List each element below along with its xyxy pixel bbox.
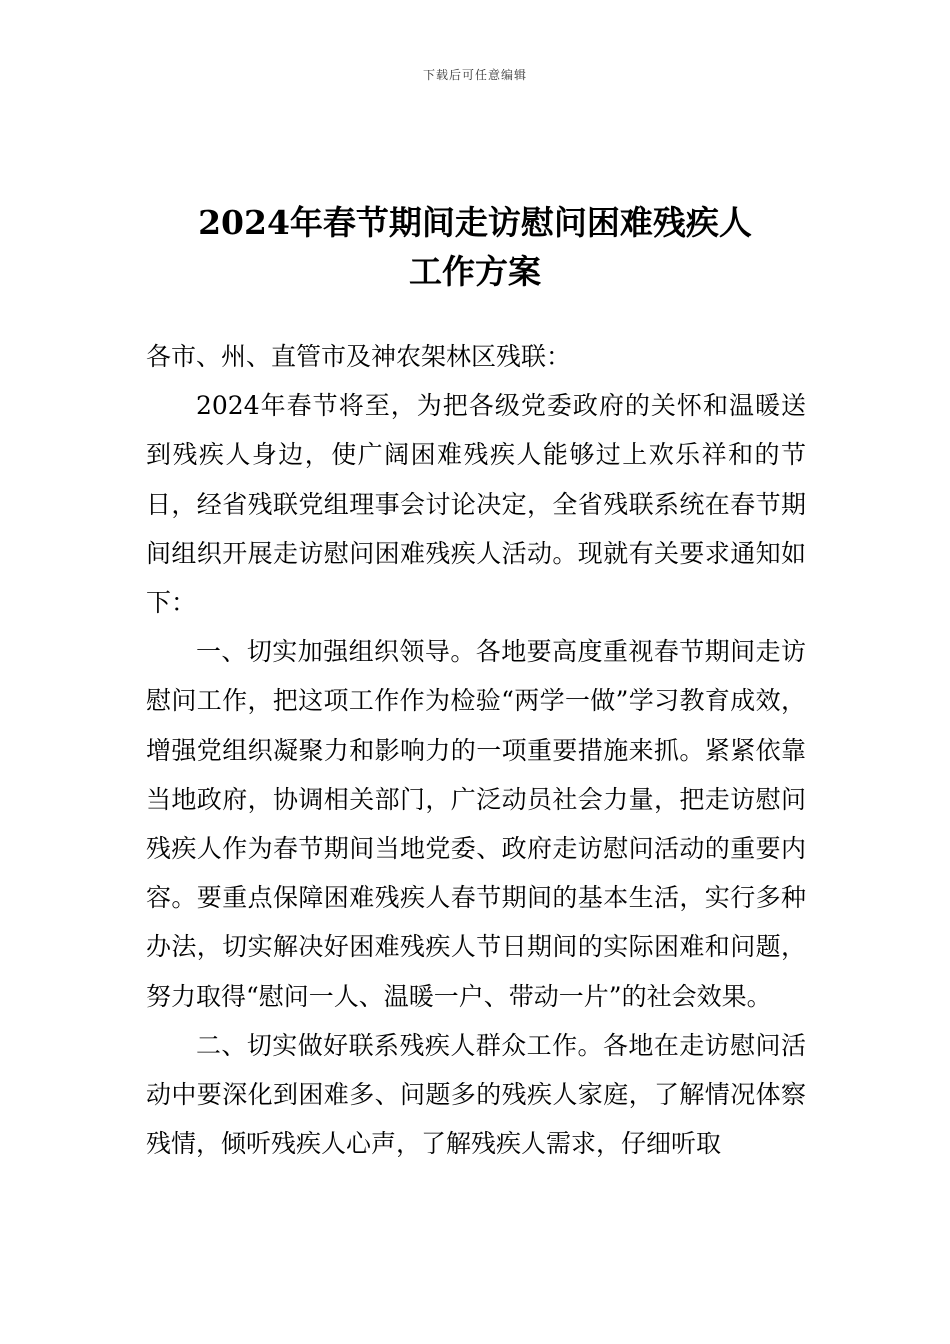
salutation: 各市、州、直管市及神农架林区残联： xyxy=(146,342,572,371)
header-note: 下载后可任意编辑 xyxy=(422,68,527,82)
paragraph-section-2: 二、切实做好联系残疾人群众工作。各地在走访慰问活动中要深化到困难多、问题多的残疾人家庭，了解情况体察残情，倾听残疾人心声，了解残疾人需求，仔细听取 xyxy=(146,1030,806,1159)
paragraph-intro: 2024年春节将至，为把各级党委政府的关怀和温暖送到残疾人身边，使广阔困难残疾人能够过上欢乐祥和的节日，经省残联党组理事会讨论决定，全省残联系统在春节期间组织开展走访慰问困难残疾人活动。现就有关要求通知如下： xyxy=(146,391,806,618)
title-line-2: 工作方案 xyxy=(409,252,541,292)
document-title xyxy=(0,198,950,296)
document-body xyxy=(146,332,806,1168)
title-line-1: 2024年春节期间走访慰问困难残疾人 xyxy=(198,203,752,243)
paragraph-section-1: 一、切实加强组织领导。各地要高度重视春节期间走访慰问工作，把这项工作作为检验“两学一做”学习教育成效，增强党组织凝聚力和影响力的一项重要措施来抓。紧紧依靠当地政府，协调相关部门，广泛动员社会力量，把走访慰问残疾人作为春节期间当地党委、政府走访慰问活动的重要内容。要重点保障困难残疾人春节期间的基本生活，实行多种办法，切实解决好困难残疾人节日期间的实际困难和问题，努力取得“慰问一人、温暖一户、带动一片”的社会效果。 xyxy=(146,637,806,1011)
